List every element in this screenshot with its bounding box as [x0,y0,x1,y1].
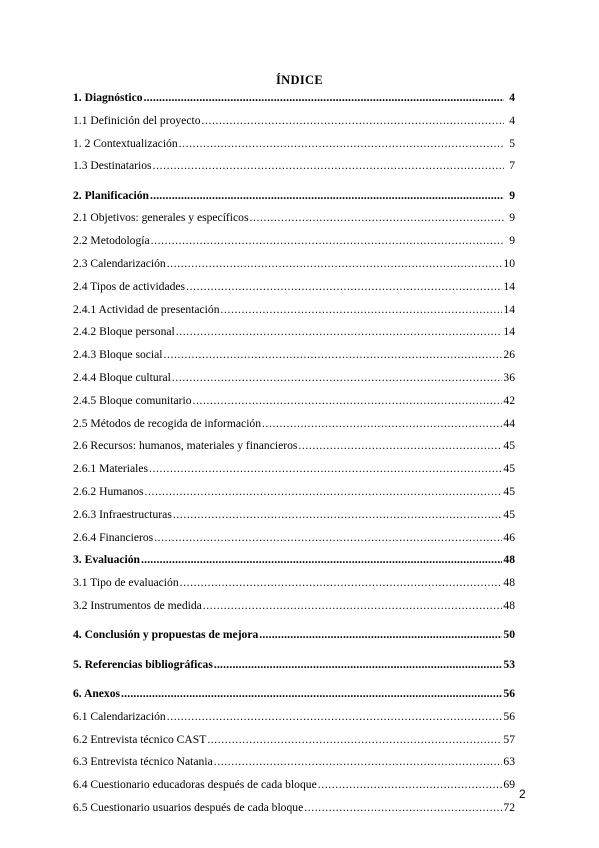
toc-dot-leader [167,257,503,270]
toc-entry-page: 72 [503,800,515,814]
toc-entry-label: 6.4 Cuestionario educadoras después de cada bloque [73,778,317,792]
toc-section-entry [73,91,515,114]
toc-entry-page: 9 [509,234,515,248]
toc-subsection-entry [73,801,515,824]
toc-entry-page: 53 [503,657,515,671]
toc-subsection-entry [73,114,515,137]
toc-dot-leader [150,189,504,202]
toc-dot-leader [318,778,503,791]
toc-subsection-entry [73,257,515,280]
index-title: ÍNDICE [276,73,323,87]
table-of-contents [73,91,515,824]
toc-entry-label: 2.5 Métodos de recogida de información [73,416,262,430]
toc-dot-leader [145,485,503,498]
toc-dot-leader [214,658,503,671]
toc-dot-leader [172,371,503,384]
toc-entry-label: 1. Diagnóstico [73,91,143,104]
toc-entry-label: 6.5 Cuestionario usuarios después de cada bloque [73,800,304,814]
toc-entry-label: 3.1 Tipo de evaluación [73,576,179,590]
toc-subsection-entry [73,371,515,394]
toc-entry-label: 2.6.2 Humanos [73,485,144,499]
toc-dot-leader [176,325,503,338]
toc-entry-page: 14 [503,325,515,339]
toc-subsection-entry [73,137,515,160]
toc-entry-page: 56 [503,709,515,723]
toc-entry-page: 26 [503,348,515,362]
toc-subsection-entry [73,576,515,599]
toc-entry-label: 2.2 Metodología [73,234,150,248]
toc-dot-leader [164,348,503,361]
toc-subsection-entry [73,733,515,756]
toc-subsection-entry [73,778,515,801]
toc-dot-leader [202,114,505,127]
toc-subsection-entry [73,485,515,508]
toc-entry-page: 9 [509,188,515,202]
page-number: 2 [519,787,526,801]
toc-subsection-entry [73,394,515,417]
toc-subsection-entry [73,159,515,182]
toc-entry-label: 2.3 Calendarización [73,257,166,271]
toc-dot-leader [167,710,503,723]
toc-entry-label: 2. Planificación [73,188,149,202]
toc-dot-leader [141,553,502,566]
toc-entry-page: 45 [503,485,515,499]
toc-entry-page: 46 [503,530,515,544]
toc-entry-label: 6.1 Calendarización [73,709,166,723]
toc-dot-leader [173,508,503,521]
toc-subsection-entry [73,303,515,326]
toc-entry-page: 5 [509,136,515,150]
toc-dot-leader [262,417,502,430]
toc-section-entry [73,553,515,576]
toc-entry-label: 5. Referencias bibliográficas [73,657,213,671]
toc-subsection-entry [73,234,515,257]
toc-dot-leader [249,211,504,224]
toc-dot-leader [193,394,503,407]
toc-entry-page: 56 [503,686,515,700]
toc-entry-label: 2.6 Recursos: humanos, materiales y financieros [73,439,298,453]
toc-entry-page: 14 [503,302,515,316]
toc-entry-label: 6.2 Entrevista técnico CAST [73,732,207,746]
toc-dot-leader [207,733,502,746]
toc-dot-leader [298,439,502,452]
toc-entry-label: 3. Evaluación [73,553,140,567]
toc-dot-leader [179,137,504,150]
toc-section-entry [73,189,515,212]
toc-entry-label: 2.4 Tipos de actividades [73,279,186,293]
toc-entry-page: 48 [503,553,515,567]
toc-dot-leader [186,280,502,293]
toc-entry-page: 10 [503,257,515,271]
toc-dot-leader [153,159,504,172]
toc-entry-page: 9 [509,211,515,225]
toc-entry-page: 48 [503,576,515,590]
toc-dot-leader [121,687,502,700]
toc-dot-leader [154,531,502,544]
toc-dot-leader [151,234,504,247]
toc-entry-label: 1.3 Destinatarios [73,159,152,173]
toc-entry-label: 4. Conclusión y propuestas de mejora [73,628,259,642]
toc-entry-label: 2.4.2 Bloque personal [73,325,175,339]
toc-subsection-entry [73,280,515,303]
toc-entry-label: 1.1 Definición del proyecto [73,113,201,127]
toc-subsection-entry [73,462,515,485]
toc-subsection-entry [73,755,515,778]
toc-entry-page: 4 [509,91,515,104]
toc-subsection-entry [73,348,515,371]
toc-dot-leader [221,303,503,316]
toc-subsection-entry [73,508,515,531]
toc-subsection-entry [73,211,515,234]
toc-section-entry [73,658,515,681]
toc-entry-page: 4 [509,113,515,127]
toc-dot-leader [259,628,502,641]
toc-entry-page: 42 [503,393,515,407]
toc-subsection-entry [73,599,515,622]
toc-entry-page: 57 [503,732,515,746]
toc-subsection-entry [73,417,515,440]
toc-entry-label: 2.4.1 Actividad de presentación [73,302,220,316]
toc-section-entry [73,628,515,651]
toc-dot-leader [180,576,503,589]
toc-entry-page: 36 [503,371,515,385]
toc-entry-label: 2.6.4 Financieros [73,530,154,544]
toc-subsection-entry [73,531,515,554]
toc-entry-label: 2.4.4 Bloque cultural [73,371,171,385]
toc-entry-label: 2.6.3 Infraestructuras [73,507,172,521]
toc-entry-page: 69 [503,778,515,792]
toc-entry-label: 1. 2 Contextualización [73,136,178,150]
toc-entry-label: 2.4.3 Bloque social [73,348,163,362]
toc-dot-leader [149,462,502,475]
toc-entry-label: 2.4.5 Bloque comunitario [73,393,192,407]
toc-entry-page: 45 [503,507,515,521]
toc-entry-page: 14 [503,279,515,293]
toc-entry-page: 45 [503,439,515,453]
toc-entry-page: 48 [503,599,515,613]
toc-entry-page: 63 [503,755,515,769]
toc-entry-page: 45 [503,462,515,476]
toc-dot-leader [304,801,502,814]
toc-subsection-entry [73,325,515,348]
toc-entry-page: 50 [503,628,515,642]
toc-entry-label: 2.1 Objetivos: generales y específicos [73,211,249,225]
toc-dot-leader [144,91,504,104]
toc-subsection-entry [73,710,515,733]
toc-subsection-entry [73,439,515,462]
toc-entry-label: 6.3 Entrevista técnico Natania [73,755,213,769]
toc-dot-leader [214,755,503,768]
toc-dot-leader [203,599,503,612]
toc-section-entry [73,687,515,710]
toc-entry-page: 7 [509,159,515,173]
toc-entry-label: 2.6.1 Materiales [73,462,149,476]
toc-entry-label: 3.2 Instrumentos de medida [73,599,202,613]
toc-entry-label: 6. Anexos [73,686,121,700]
toc-entry-page: 44 [503,416,515,430]
